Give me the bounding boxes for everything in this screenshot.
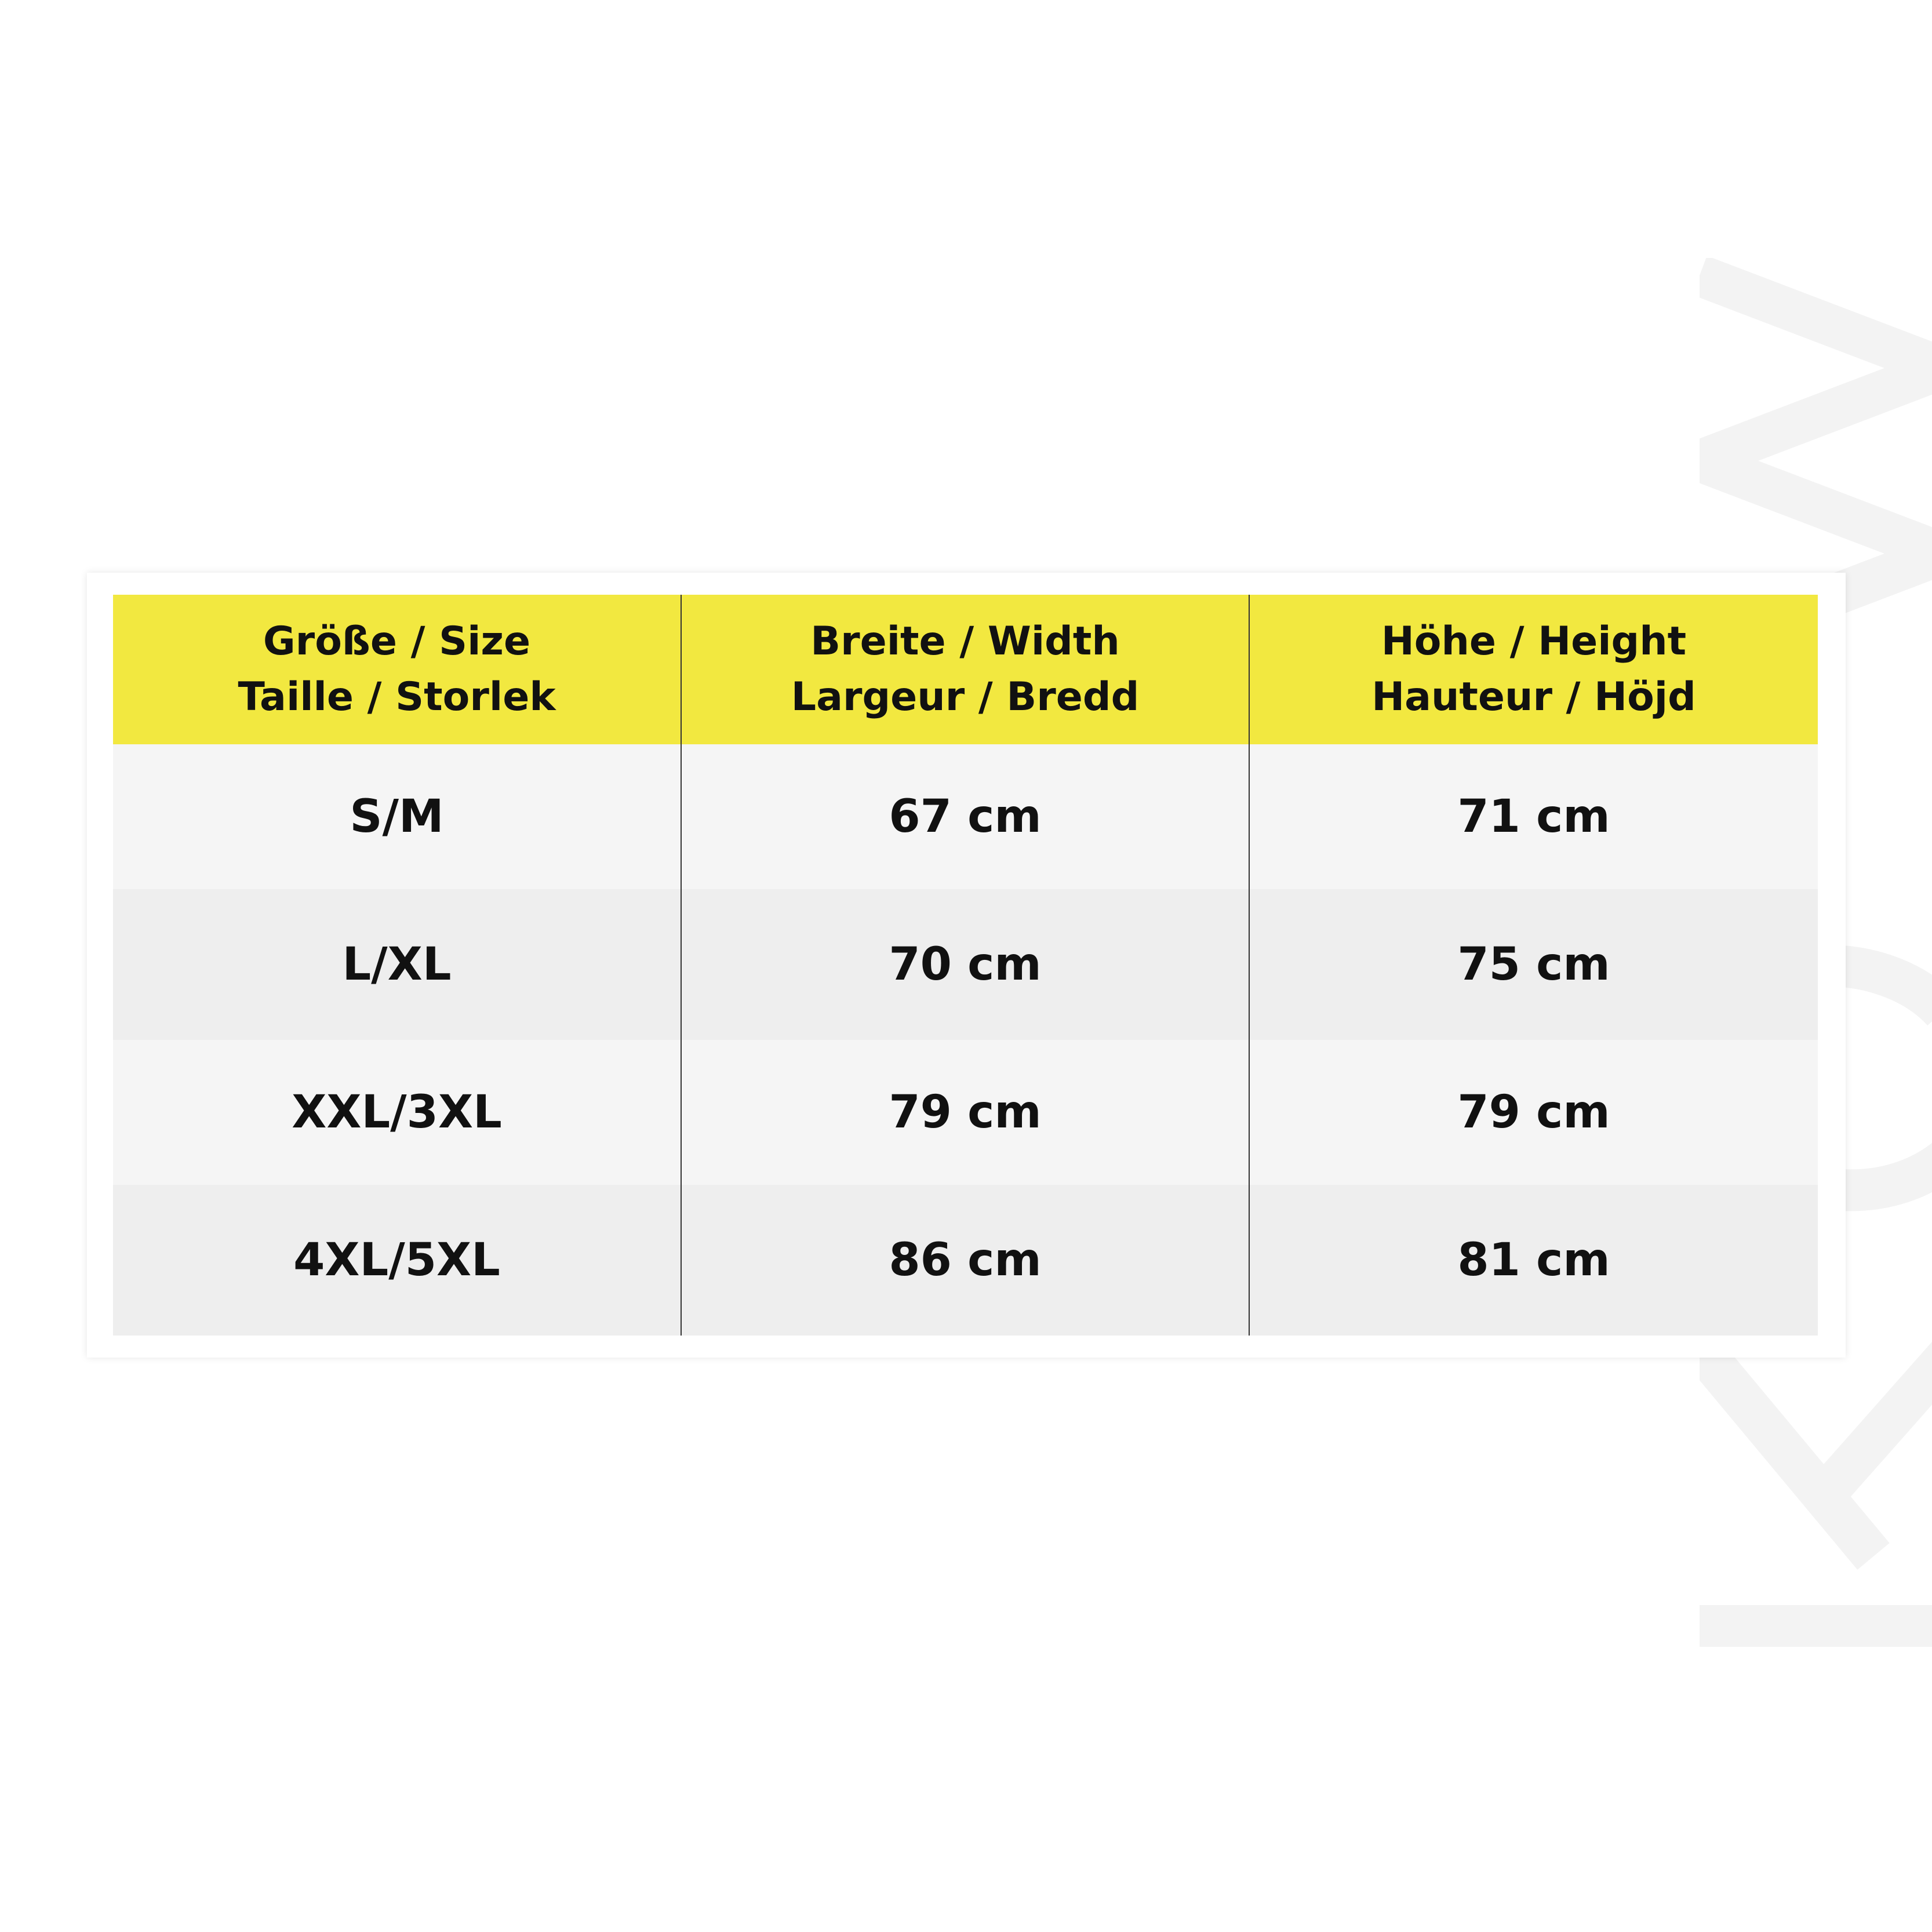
size-chart-table	[113, 595, 1818, 1336]
cell-width: 70 cm	[681, 889, 1249, 1040]
cell-height: 71 cm	[1249, 744, 1818, 889]
header-width-line2: Largeur / Bredd	[791, 674, 1140, 720]
header-size	[113, 595, 681, 744]
cell-height: 81 cm	[1249, 1185, 1818, 1336]
header-width	[681, 595, 1249, 744]
table-row	[113, 889, 1818, 1040]
cell-size: 4XL/5XL	[113, 1185, 681, 1336]
cell-width: 67 cm	[681, 744, 1249, 889]
table-header-row	[113, 595, 1818, 744]
header-height	[1249, 595, 1818, 744]
cell-height: 75 cm	[1249, 889, 1818, 1040]
header-height-line2: Hauteur / Höjd	[1371, 674, 1696, 720]
size-chart-card	[87, 573, 1846, 1358]
header-height-line1: Höhe / Height	[1381, 618, 1687, 664]
cell-width: 86 cm	[681, 1185, 1249, 1336]
cell-width: 79 cm	[681, 1040, 1249, 1185]
cell-size: XXL/3XL	[113, 1040, 681, 1185]
table-row	[113, 744, 1818, 889]
header-size-line2: Taille / Storlek	[238, 674, 556, 720]
header-size-line1: Größe / Size	[263, 618, 531, 664]
header-width-line1: Breite / Width	[810, 618, 1120, 664]
cell-size: L/XL	[113, 889, 681, 1040]
table-row	[113, 1185, 1818, 1336]
cell-height: 79 cm	[1249, 1040, 1818, 1185]
table-row	[113, 1040, 1818, 1185]
cell-size: S/M	[113, 744, 681, 889]
